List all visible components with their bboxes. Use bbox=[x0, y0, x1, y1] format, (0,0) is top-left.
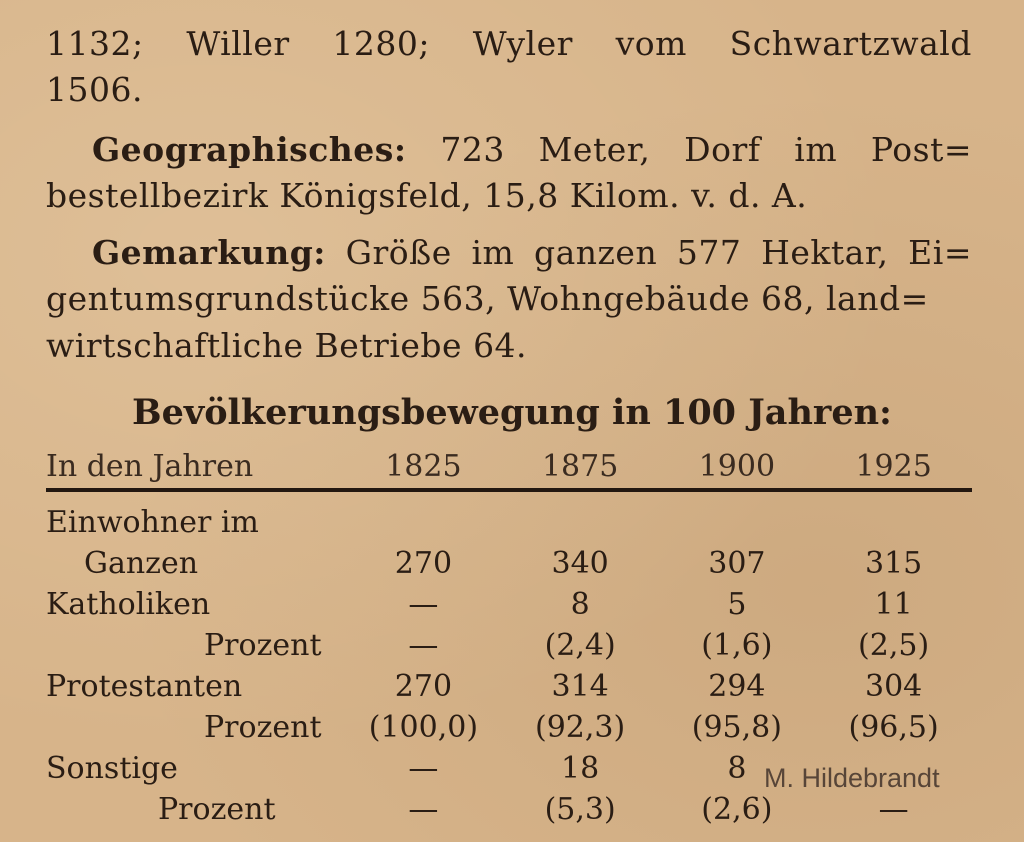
table-row bbox=[46, 502, 972, 543]
geographisches-paragraph-line bbox=[92, 130, 972, 170]
row-label: Prozent bbox=[204, 710, 322, 745]
word: Wyler bbox=[472, 24, 573, 63]
cell: — bbox=[408, 587, 439, 622]
cell: 8 bbox=[570, 587, 590, 622]
cell: 294 bbox=[708, 669, 766, 704]
row-label: Protestanten bbox=[46, 669, 243, 704]
text-line-2: 1506. bbox=[46, 70, 143, 109]
cell: (96,5) bbox=[848, 710, 939, 745]
row-label: Einwohner im bbox=[46, 505, 259, 540]
header-year-1900: 1900 bbox=[659, 444, 816, 490]
text-line-4: bestellbezirk Königsfeld, 15,8 Kilom. v. d. A. bbox=[46, 176, 808, 215]
word: ganzen bbox=[533, 233, 658, 272]
cell: — bbox=[408, 792, 439, 827]
word: Größe bbox=[345, 233, 452, 272]
cell: 315 bbox=[864, 546, 923, 581]
text-line-6: gentumsgrundstücke 563, Wohngebäude 68, land= bbox=[46, 279, 929, 318]
header-label: In den Jahren bbox=[46, 444, 345, 490]
spacer-cell bbox=[46, 490, 972, 502]
row-label: Sonstige bbox=[46, 751, 178, 786]
word: im bbox=[471, 233, 515, 272]
word: 577 bbox=[676, 233, 742, 272]
word: Meter, bbox=[538, 130, 651, 169]
word: Schwartzwald bbox=[729, 24, 972, 63]
word: Ei= bbox=[908, 233, 972, 272]
row-label: Ganzen bbox=[84, 546, 199, 581]
table-row bbox=[46, 789, 972, 830]
cell: 18 bbox=[561, 751, 600, 786]
cell: 270 bbox=[394, 546, 453, 581]
row-label: Prozent bbox=[204, 628, 322, 663]
word: Post= bbox=[870, 130, 972, 169]
cell: 307 bbox=[708, 546, 766, 581]
spacer-row bbox=[46, 490, 972, 502]
row-label: Katholiken bbox=[46, 587, 211, 622]
cell: 11 bbox=[874, 587, 913, 622]
cell: (2,6) bbox=[701, 792, 773, 827]
cell: — bbox=[408, 628, 439, 663]
cell: (100,0) bbox=[368, 710, 479, 745]
table-row bbox=[46, 625, 972, 666]
watermark-signature: M. Hildebrandt bbox=[764, 763, 940, 793]
cell bbox=[345, 502, 502, 543]
cell: (1,6) bbox=[701, 628, 773, 663]
cell: — bbox=[878, 792, 909, 827]
cell bbox=[502, 502, 659, 543]
cell: 314 bbox=[551, 669, 609, 704]
cell: (95,8) bbox=[691, 710, 782, 745]
cell: 8 bbox=[727, 751, 747, 786]
table-row bbox=[46, 584, 972, 625]
word: im bbox=[794, 130, 838, 169]
word: Hektar, bbox=[761, 233, 889, 272]
word: Dorf bbox=[684, 130, 761, 169]
table-row bbox=[46, 707, 972, 748]
cell: 304 bbox=[864, 669, 923, 704]
cell bbox=[815, 502, 972, 543]
row-label: Prozent bbox=[158, 792, 276, 827]
cell: 270 bbox=[394, 669, 453, 704]
cell bbox=[659, 502, 816, 543]
header-year-1825: 1825 bbox=[345, 444, 502, 490]
text-line-7: wirtschaftliche Betriebe 64. bbox=[46, 326, 528, 365]
cell: 340 bbox=[551, 546, 609, 581]
word: Willer bbox=[186, 24, 290, 63]
cell: (2,5) bbox=[858, 628, 930, 663]
cell: 5 bbox=[727, 587, 747, 622]
table-title: Bevölkerungsbewegung in 100 Jahren: bbox=[132, 392, 892, 433]
word: vom bbox=[615, 24, 687, 63]
table-header-row bbox=[46, 444, 972, 490]
cell: (5,3) bbox=[544, 792, 616, 827]
table-row bbox=[46, 543, 972, 584]
word: 1132; bbox=[46, 24, 144, 63]
header-year-1875: 1875 bbox=[502, 444, 659, 490]
gemarkung-paragraph-line bbox=[92, 233, 972, 273]
cell: (92,3) bbox=[535, 710, 626, 745]
table-row bbox=[46, 666, 972, 707]
geographisches-label: Geographisches: bbox=[92, 130, 407, 169]
text-line-1 bbox=[46, 24, 972, 64]
cell: — bbox=[408, 751, 439, 786]
cell: (2,4) bbox=[544, 628, 616, 663]
header-year-1925: 1925 bbox=[815, 444, 972, 490]
word: 723 bbox=[440, 130, 505, 169]
word: 1280; bbox=[332, 24, 430, 63]
gemarkung-label: Gemarkung: bbox=[92, 233, 326, 272]
